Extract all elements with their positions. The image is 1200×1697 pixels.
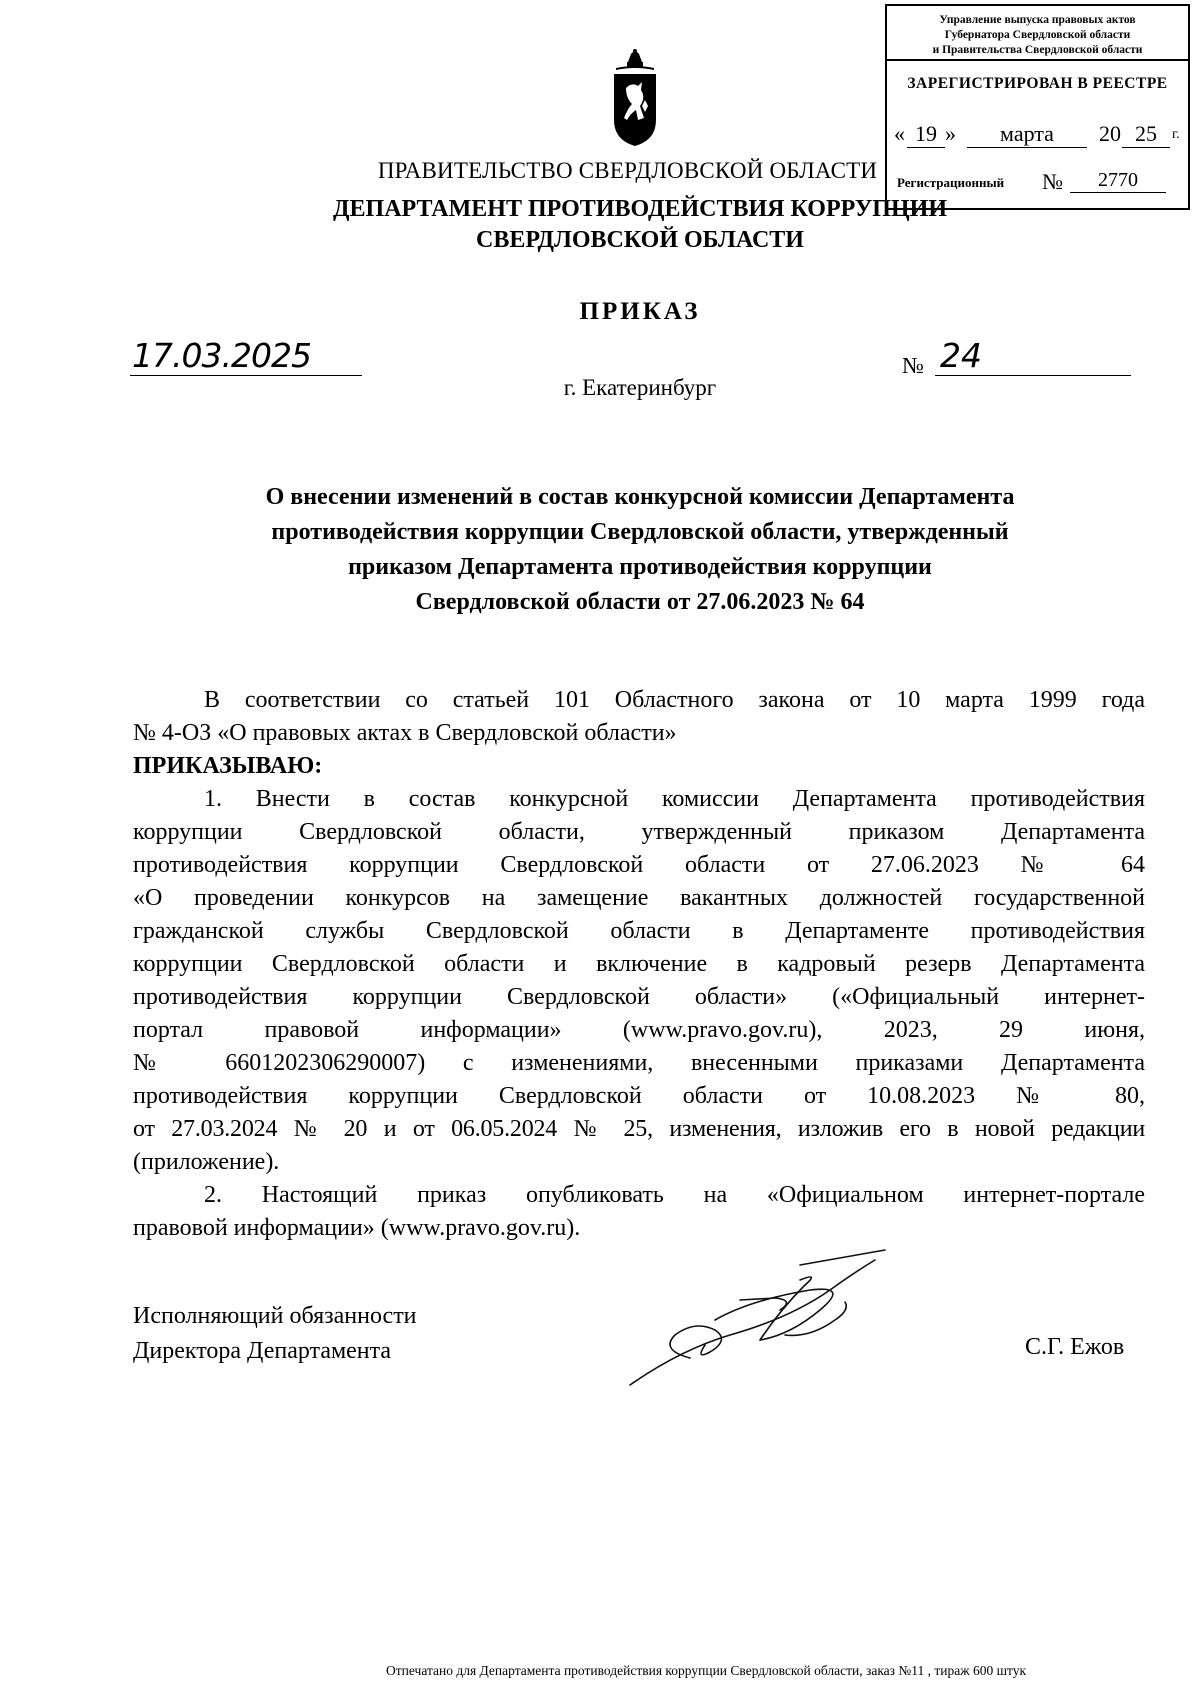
- subject-line1: О внесении изменений в состав конкурсной комиссии Департамента: [265, 484, 1015, 510]
- stamp-date: [887, 121, 1188, 149]
- order-subject: [0, 480, 1200, 620]
- paragraph1-line8: портал правовой информации» (www.pravo.gov.ru), 2023, 29 июня,: [133, 1017, 1145, 1043]
- paragraph1-line6: коррупции Свердловской области и включение в кадровый резерв Департамента: [133, 951, 1145, 977]
- stamp-num-sign: №: [1042, 169, 1063, 194]
- paragraph2-line2: правовой информации» (www.pravo.gov.ru).: [133, 1215, 581, 1241]
- order-number-label: №: [902, 353, 924, 378]
- paragraph1-line1: 1. Внести в состав конкурсной комиссии Департамента противодействия: [204, 786, 1145, 812]
- stamp-reg-label: Регистрационный: [897, 175, 1005, 190]
- stamp-year-unit: г.: [1172, 127, 1180, 142]
- subject-line3: приказом Департамента противодействия коррупции: [348, 554, 932, 580]
- department-name-line2: СВЕРДЛОВСКОЙ ОБЛАСТИ: [476, 227, 804, 253]
- stamp-month: марта: [967, 121, 1087, 148]
- order-title: ПРИКАЗ: [579, 298, 701, 325]
- stamp-year-prefix: 20: [1099, 121, 1121, 146]
- paragraph1-line11: от 27.03.2024 № 20 и от 06.05.2024 № 25, изменения, изложив его в новой редакции: [133, 1116, 1145, 1142]
- paragraph1-line9: № 6601202306290007) с изменениями, внесенными приказами Департамента: [133, 1050, 1145, 1076]
- stamp-reg-number: 2770: [1070, 169, 1166, 193]
- department-name-line1: ДЕПАРТАМЕНТ ПРОТИВОДЕЙСТВИЯ КОРРУПЦИИ: [333, 196, 947, 222]
- handwritten-signature: [620, 1240, 940, 1400]
- stamp-close-quote: »: [945, 121, 956, 146]
- paragraph1-line7: противодействия коррупции Свердловской области» («Официальный интернет-: [133, 984, 1145, 1010]
- stamp-open-quote: «: [894, 121, 905, 146]
- signatory-name: С.Г. Ежов: [1025, 1334, 1125, 1360]
- stamp-registered-label: ЗАРЕГИСТРИРОВАН В РЕЕСТРЕ: [907, 75, 1168, 92]
- order-body: [133, 684, 1145, 1245]
- stamp-header: [887, 6, 1188, 61]
- paragraph1-line2: коррупции Свердловской области, утвержденный приказом Департамента: [133, 819, 1145, 845]
- stamp-day: 19: [907, 121, 945, 148]
- signatory-position-line1: Исполняющий обязанности: [133, 1303, 417, 1329]
- government-name: ПРАВИТЕЛЬСТВО СВЕРДЛОВСКОЙ ОБЛАСТИ: [377, 158, 878, 183]
- order-date-handwritten: 17.03.2025: [132, 336, 311, 375]
- paragraph1-line4: «О проведении конкурсов на замещение вакантных должностей государственной: [133, 885, 1145, 911]
- print-footer: Отпечатано для Департамента противодействия коррупции Свердловской области, заказ №11 , тираж 600 штук: [386, 1663, 1027, 1678]
- stamp-header-line3: и Правительства Свердловской области: [932, 44, 1143, 56]
- coat-of-arms-icon: [612, 48, 658, 148]
- paragraph2-line1: 2. Настоящий приказ опубликовать на «Официальном интернет-портале: [204, 1182, 1145, 1208]
- paragraph1-line12: (приложение).: [133, 1149, 280, 1175]
- stamp-header-line1: Управление выпуска правовых актов: [939, 14, 1136, 26]
- signatory-position-line2: Директора Департамента: [133, 1338, 392, 1364]
- stamp-year-suffix: 25: [1122, 121, 1170, 148]
- paragraph1-line3: противодействия коррупции Свердловской области от 27.06.2023 № 64: [133, 852, 1145, 878]
- subject-line2: противодействия коррупции Свердловской области, утвержденный: [271, 519, 1009, 545]
- stamp-header-line2: Губернатора Свердловской области: [944, 29, 1131, 41]
- preamble-line2: № 4-ОЗ «О правовых актах в Свердловской области»: [133, 720, 677, 746]
- preamble-line1: В соответствии со статьей 101 Областного закона от 10 марта 1999 года: [204, 687, 1145, 713]
- order-word: ПРИКАЗЫВАЮ:: [133, 753, 323, 779]
- order-city: г. Екатеринбург: [563, 375, 717, 400]
- paragraph1-line10: противодействия коррупции Свердловской области от 10.08.2023 № 80,: [133, 1083, 1145, 1109]
- order-number-handwritten: 24: [940, 336, 982, 375]
- paragraph1-line5: гражданской службы Свердловской области в Департаменте противодействия: [133, 918, 1145, 944]
- signatory-position: [133, 1299, 417, 1369]
- subject-line4: Свердловской области от 27.06.2023 № 64: [415, 589, 865, 615]
